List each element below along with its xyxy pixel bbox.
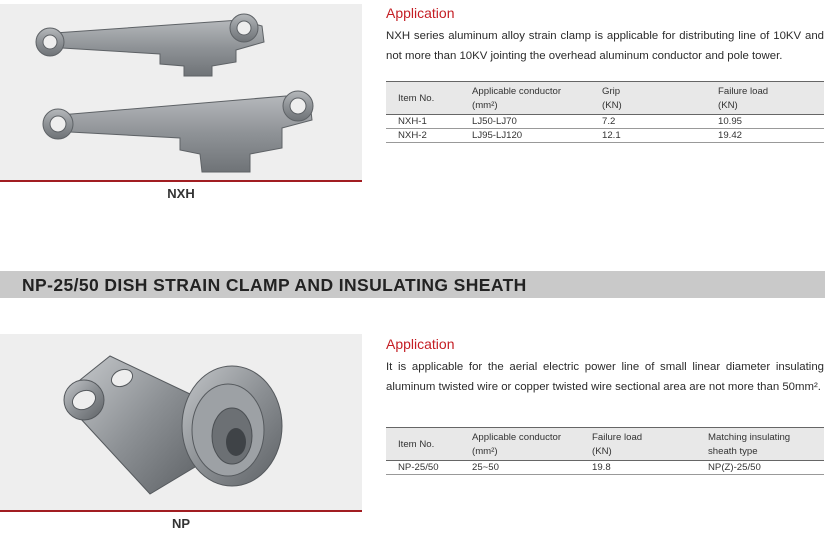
cell-grip: 7.2 [602, 115, 718, 129]
dish-strain-clamp-image [0, 334, 362, 511]
header-applicable-conductor: Applicable conductor (mm²) [472, 82, 602, 115]
cell-grip: 12.1 [602, 129, 718, 143]
nxh-application-text: NXH series aluminum alloy strain clamp is applicable for distributing line of 10KV and not more than 10KV jointing the overhead aluminum conductor and pole tower. [386, 30, 824, 62]
nxh-application-title: Application [386, 5, 455, 21]
cell-conductor: LJ95-LJ120 [472, 129, 602, 143]
nxh-photo [0, 4, 362, 180]
nxh-photo-rule [0, 180, 362, 182]
np-caption: NP [171, 516, 191, 531]
header-grip: Grip (KN) [602, 82, 718, 115]
strain-clamp-pair-image [0, 4, 362, 180]
header-item-no: Item No. [386, 428, 472, 461]
cell-failure-load: 19.8 [592, 461, 708, 475]
table-row [386, 129, 824, 143]
cell-item-no: NP-25/50 [386, 461, 472, 475]
nxh-caption: NXH [167, 186, 195, 201]
np-application-title: Application [386, 336, 455, 352]
header-applicable-conductor: Applicable conductor (mm²) [472, 428, 592, 461]
np-spec-table [386, 427, 824, 475]
header-failure-load: Failure load (KN) [592, 428, 708, 461]
np-application-text: It is applicable for the aerial electric power line of small linear diameter insulating aluminum twisted wire or copper twisted wire sectional area are not more than 50mm². [386, 361, 824, 393]
header-failure-load: Failure load (KN) [718, 82, 824, 115]
nxh-spec-table [386, 81, 824, 143]
cell-conductor: 25~50 [472, 461, 592, 475]
header-matching-sheath: Matching insulating sheath type [708, 428, 824, 461]
cell-failure-load: 10.95 [718, 115, 824, 129]
cell-failure-load: 19.42 [718, 129, 824, 143]
cell-item-no: NXH-2 [386, 129, 472, 143]
table-row [386, 115, 824, 129]
cell-item-no: NXH-1 [386, 115, 472, 129]
cell-conductor: LJ50-LJ70 [472, 115, 602, 129]
np-photo-rule [0, 510, 362, 512]
table-row [386, 461, 824, 475]
cell-sheath-type: NP(Z)-25/50 [708, 461, 824, 475]
table-header-row [386, 428, 824, 461]
header-item-no: Item No. [386, 82, 472, 115]
section-title: NP-25/50 DISH STRAIN CLAMP AND INSULATING SHEATH [22, 275, 527, 295]
np-photo [0, 334, 362, 511]
table-header-row [386, 82, 824, 115]
